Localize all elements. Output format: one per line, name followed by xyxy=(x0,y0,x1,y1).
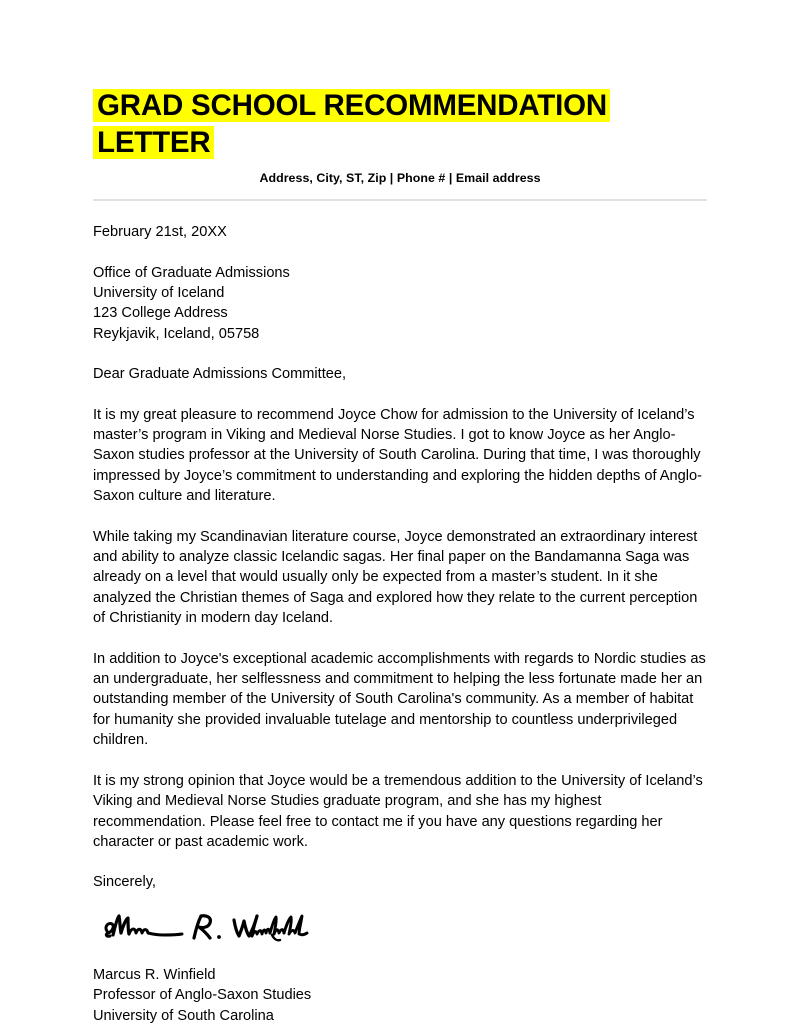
signer-title: Professor of Anglo-Saxon Studies xyxy=(93,987,312,1004)
body-paragraph: While taking my Scandinavian literature course, Joyce demonstrated an extraordinary interest and ability to analyze classic Icelandic sagas. Her final paper on the Bandamanna Saga was already on a level that would usually only be expected from a master’s student. In it she analyzed the Christian themes of Saga and explored how they relate to the current perception of Christianity in modern day Iceland. xyxy=(93,528,698,627)
letter-content xyxy=(93,0,707,1026)
closing-line: Sincerely, xyxy=(93,874,156,891)
letterhead xyxy=(93,0,707,201)
signature-image xyxy=(102,907,332,949)
page-title: GRAD SCHOOL RECOMMENDATION LETTER xyxy=(93,89,610,159)
body-paragraph: It is my strong opinion that Joyce would be a tremendous addition to the University of Iceland’s Viking and Medieval Norse Studies graduate program, and she has my highest recommendation. Please feel free to contact me if you have any questions regarding her character or past academic work. xyxy=(93,772,703,850)
letter-date: February 21st, 20XX xyxy=(93,224,227,241)
signature-block xyxy=(93,965,707,1026)
body-paragraph: It is my great pleasure to recommend Joyce Chow for admission to the University of Iceland’s master’s program in Viking and Medieval Norse Studies. I got to know Joyce as her Anglo-Saxon studies professor at the University of South Carolina. During that time, I was thoroughly impressed by Joyce’s commitment to understanding and exploring the hidden depths of Anglo-Saxon culture and literature. xyxy=(93,406,702,505)
salutation: Dear Graduate Admissions Committee, xyxy=(93,366,347,383)
signer-name: Marcus R. Winfield xyxy=(93,966,216,983)
address-line: Office of Graduate Admissions xyxy=(93,264,290,281)
header-divider xyxy=(93,199,707,201)
address-line: University of Iceland xyxy=(93,284,225,301)
recipient-address xyxy=(93,263,707,345)
address-line: Reykjavik, Iceland, 05758 xyxy=(93,325,260,342)
signature-mark xyxy=(102,907,332,949)
letter-body xyxy=(93,222,707,1026)
address-line: 123 College Address xyxy=(93,305,228,322)
title-row xyxy=(93,88,707,161)
body-paragraph: In addition to Joyce's exceptional academic accomplishments with regards to Nordic studies as an undergraduate, her selflessness and commitment to helping the less fortunate made her an outstanding member of the University of South Carolina's community. As a member of habitat for humanity she provided invaluable tutelage and mentorship to countless underprivileged children. xyxy=(93,650,706,749)
signer-institution: University of South Carolina xyxy=(93,1007,274,1024)
contact-info-line: Address, City, ST, Zip | Phone # | Email address xyxy=(259,171,541,186)
